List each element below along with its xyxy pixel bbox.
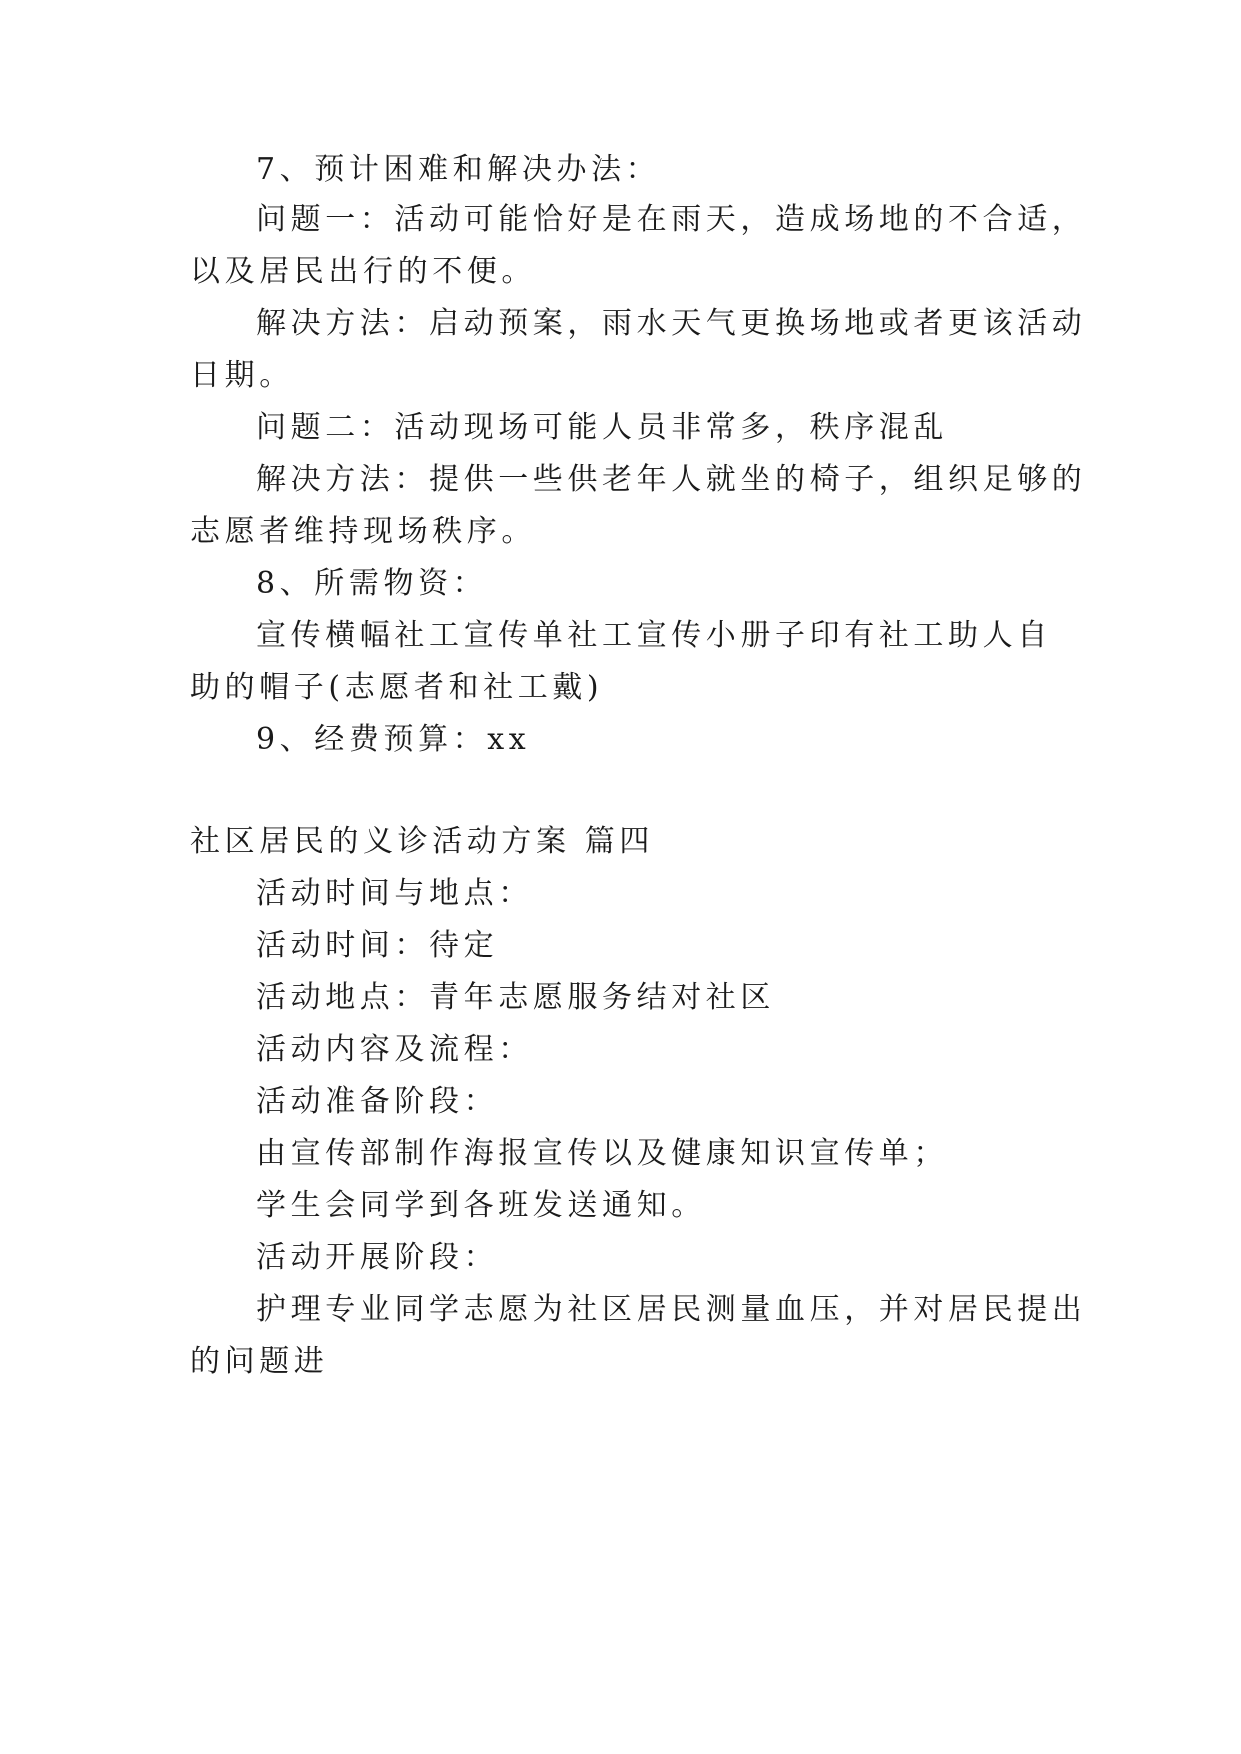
solution-one-text-continued: 日期。 [190,358,294,393]
part-four-title: 社区居民的义诊活动方案 篇四 [190,824,654,859]
prep-stage-heading: 活动准备阶段： [256,1084,499,1119]
prep-item-notice: 学生会同学到各班发送通知。 [256,1188,706,1223]
activity-time: 活动时间：待定 [256,928,499,963]
solution-one-text: 解决方法：启动预案，雨水天气更换场地或者更该活动 [256,306,1087,341]
problem-two-text: 问题二：活动现场可能人员非常多，秩序混乱 [256,410,948,445]
problem-one-text-continued: 以及居民出行的不便。 [190,254,536,289]
prep-item-posters: 由宣传部制作海报宣传以及健康知识宣传单； [256,1136,948,1171]
exec-item-blood-pressure-continued: 的问题进 [190,1344,329,1379]
exec-stage-heading: 活动开展阶段： [256,1240,499,1275]
activity-place: 活动地点：青年志愿服务结对社区 [256,980,775,1015]
section-nine-heading: 9、经费预算：xx [256,722,531,757]
solution-two-text: 解决方法：提供一些供老年人就坐的椅子，组织足够的 [256,462,1087,497]
materials-text-continued: 助的帽子(志愿者和社工戴) [190,670,604,705]
materials-text: 宣传横幅社工宣传单社工宣传小册子印有社工助人自 [256,618,1052,653]
problem-one-text: 问题一：活动可能恰好是在雨天，造成场地的不合适， [256,202,1087,237]
section-eight-heading: 8、所需物资： [256,566,488,601]
section-seven-heading: 7、预计困难和解决办法： [256,152,661,187]
time-place-heading: 活动时间与地点： [256,876,533,911]
exec-item-blood-pressure: 护理专业同学志愿为社区居民测量血压，并对居民提出 [256,1292,1087,1327]
solution-two-text-continued: 志愿者维持现场秩序。 [190,514,536,549]
content-heading: 活动内容及流程： [256,1032,533,1067]
